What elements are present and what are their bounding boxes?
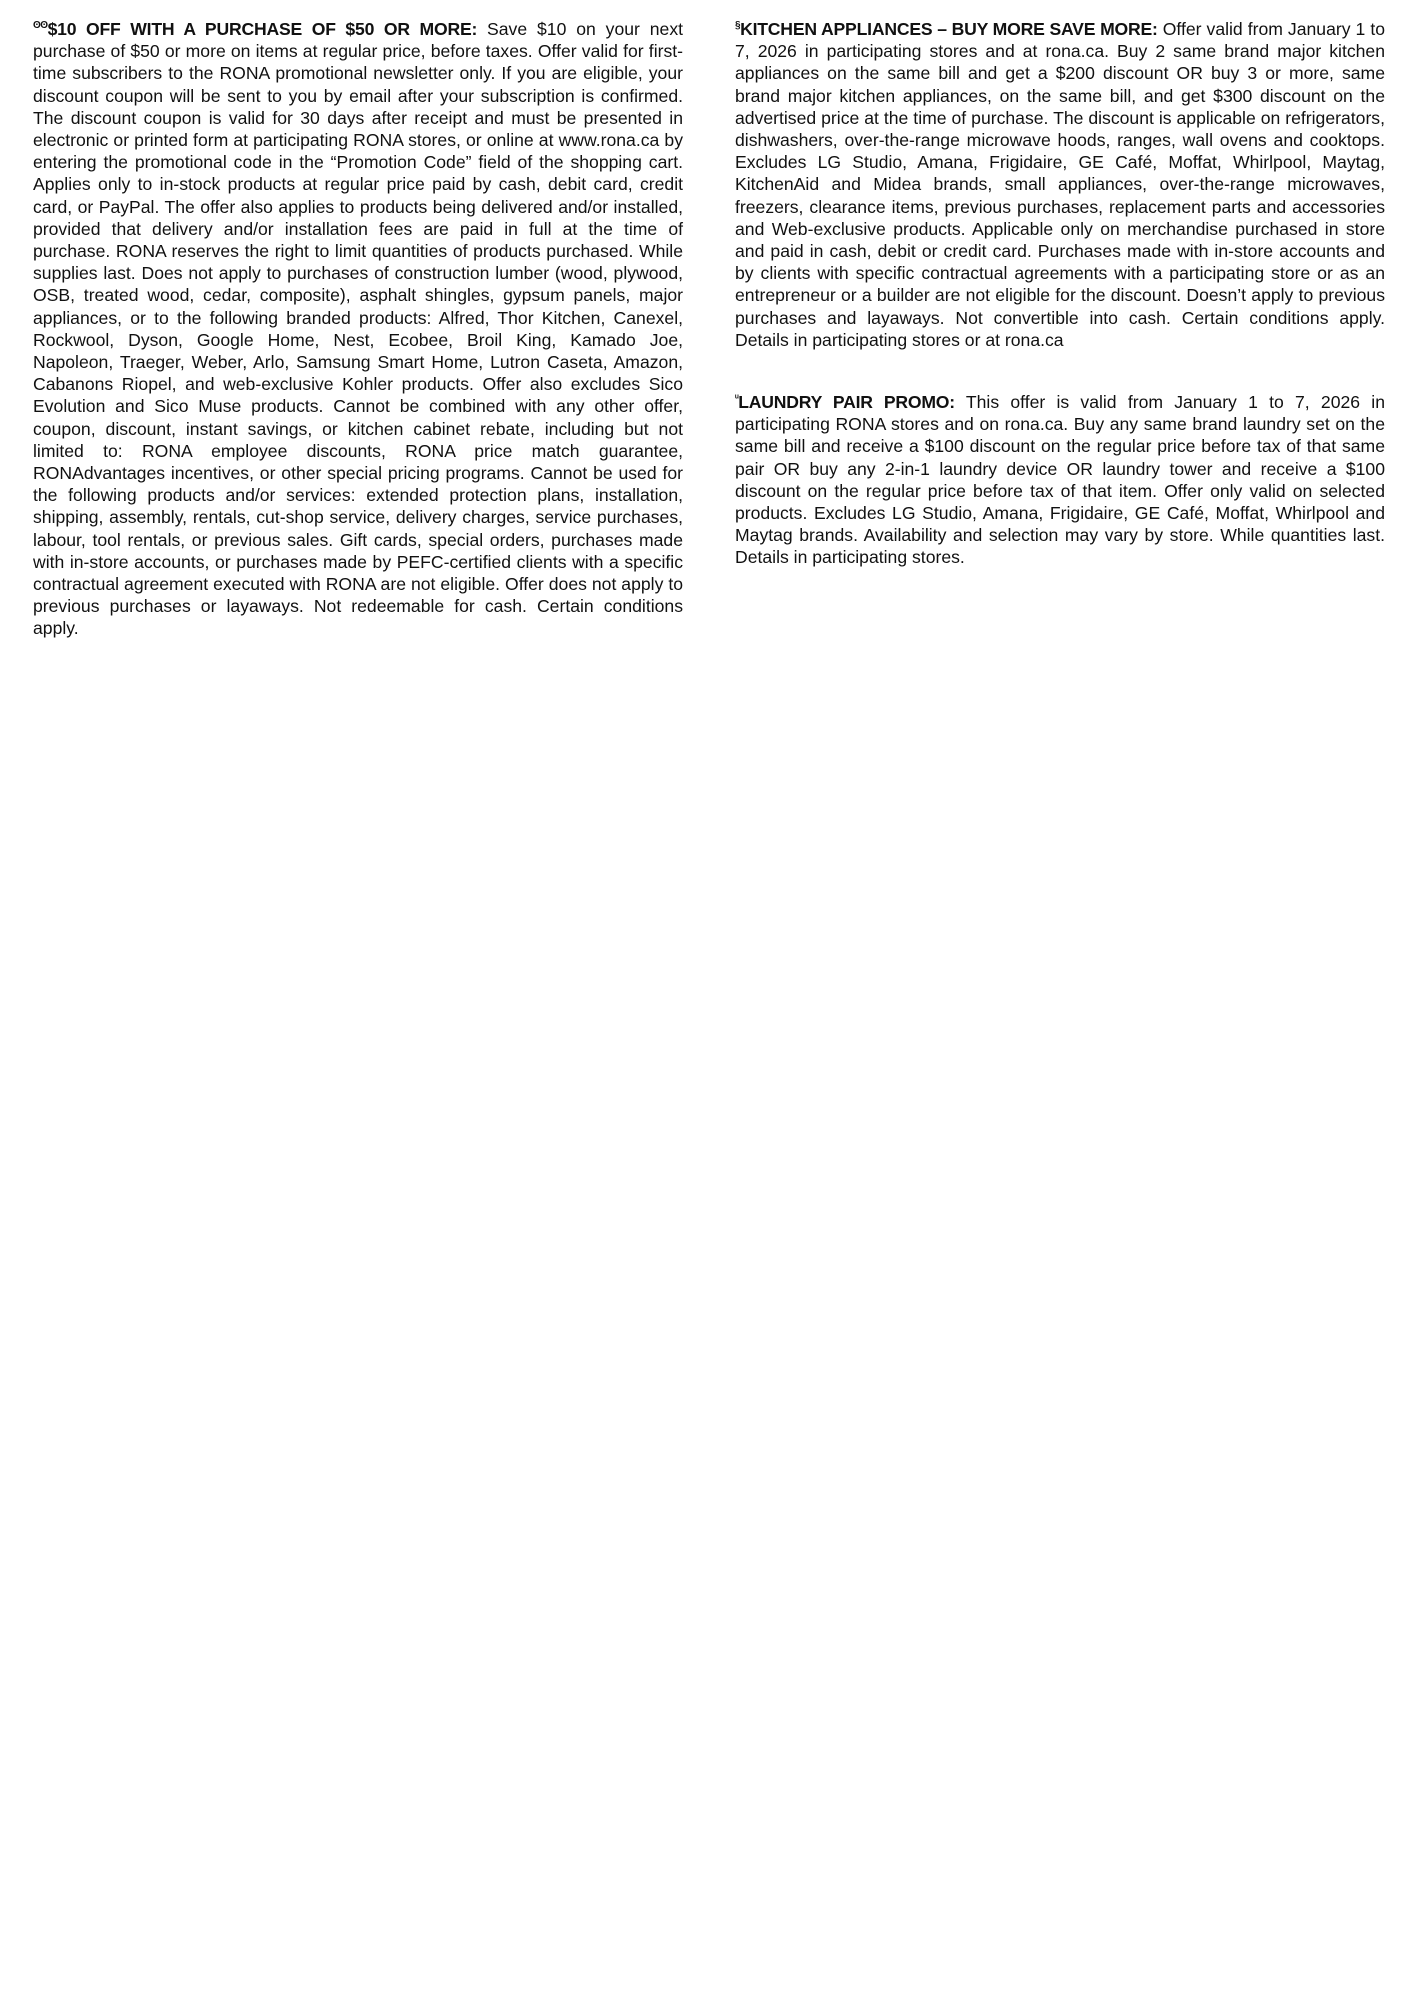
note-marker: ʘʘ [33,20,48,32]
ten-dollar-off-note [33,18,683,640]
note-body: Save $10 on your next purchase of $50 or more on items at regular price, before taxes. Offer valid for first-time subscribers to the RONA promotional newsletter only. If you are eligible, your discount coupon will be sent to you by email after your subscription is confirmed. The discount coupon is valid for 30 days after receipt and must be presented in electronic or printed form at participating RONA stores, or online at www.rona.ca by entering the promotional code in the “Promotion Code” field of the shopping cart. Applies only to in-stock products at regular price paid by cash, debit card, credit card, or PayPal. The offer also applies to products being delivered and/or installed, provided that delivery and/or installation fees are paid in full at the time of purchase. RONA reserves the right to limit quantities of products purchased. While supplies last. Does not apply to purchases of construction lumber (wood, plywood, OSB, treated wood, cedar, composite), asphalt shingles, gypsum panels, major appliances, or to the following branded products: Alfred, Thor Kitchen, Canexel, Rockwool, Dyson, Google Home, Nest, Ecobee, Broil King, Kamado Joe, Napoleon, Traeger, Weber, Arlo, Samsung Smart Home, Lutron Caseta, Amazon, Cabanons Riopel, and web-exclusive Kohler products. Offer also excludes Sico Evolution and Sico Muse products. Cannot be combined with any other offer, coupon, discount, instant savings, or kitchen cabinet rebate, including but not limited to: RONA employee discounts, RONA price match guarantee, RONAdvantages incentives, or other special pricing programs. Cannot be used for the following products and/or services: extended protection plans, installation, shipping, assembly, rentals, cut-shop service, delivery charges, service purchases, labour, tool rentals, or previous sales. Gift cards, special orders, purchases made with in-store accounts, or purchases made by PEFC-certified clients with a specific contractual agreement executed with RONA are not eligible. Offer does not apply to previous purchases or layaways. Not redeemable for cash. Certain conditions apply. [33,19,684,639]
note-body: Offer valid from January 1 to 7, 2026 in participating stores and at rona.ca. Buy 2 same brand major kitchen appliances on the same bill and get a $200 discount OR buy 3 or more, same brand major kitchen appliances, on the same bill, and get $300 discount on the advertised price at the time of purchase. The discount is applicable on refrigerators, dishwashers, over-the-range microwave hoods, ranges, wall ovens and cooktops. Excludes LG Studio, Amana, Frigidaire, GE Café, Moffat, Whirlpool, Maytag, KitchenAid and Midea brands, small appliances, over-the-range microwaves, freezers, clearance items, previous purchases, replacement parts and accessories and Web-exclusive products. Applicable only on merchandise purchased in store and paid in cash, debit or credit card. Purchases made with in-store accounts and by clients with specific contractual agreements with a participating store or as an entrepreneur or a builder are not eligible for the discount. Doesn’t apply to previous purchases and layaways. Not convertible into cash. Certain conditions apply. Details in participating stores or at rona.ca [735,19,1386,350]
laundry-pair-note [735,391,1385,569]
note-heading: KITCHEN APPLIANCES – BUY MORE SAVE MORE: [740,19,1158,39]
note-marker: ᵘ [735,393,739,405]
kitchen-appliances-note [735,18,1385,351]
note-marker: § [735,20,741,32]
left-column [33,18,683,680]
note-heading: LAUNDRY PAIR PROMO: [738,392,955,413]
note-heading: $10 OFF WITH A PURCHASE OF $50 OR MORE: [47,19,478,39]
right-column [735,18,1385,609]
note-body: This offer is valid from January 1 to 7, 2026 in participating RONA stores and on rona.ca. Buy any same brand laundry set on the same bill and receive a $100 discount on the regular price before tax of that same pair OR buy any 2-in-1 laundry device OR laundry tower and receive a $100 discount on the regular price before tax of that item. Offer only valid on selected products. Excludes LG Studio, Amana, Frigidaire, GE Café, Moffat, Whirlpool and Maytag brands. Availability and selection may vary by store. While quantities last. Details in participating stores. [735,392,1385,568]
